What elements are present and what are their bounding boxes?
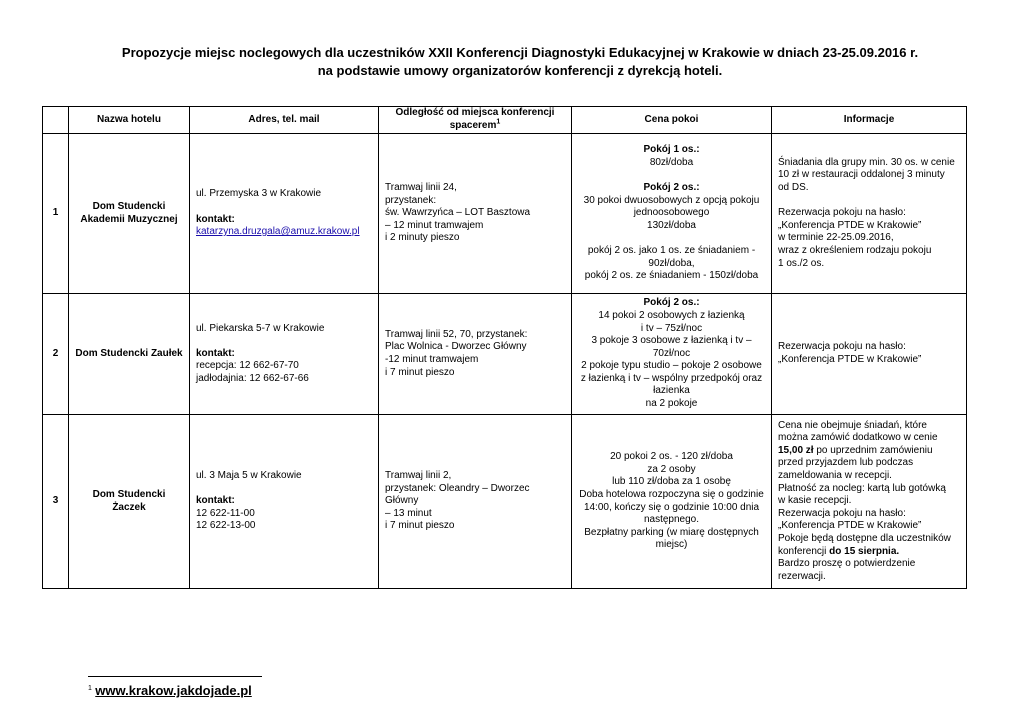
title-line-1: Propozycje miejsc noclegowych dla uczestników XXII Konferencji Diagnostyki Edukacyjnej w Krakowie w dniach 23-25.09.2016 r. bbox=[121, 45, 919, 60]
price-line bbox=[578, 232, 765, 245]
info-line: Rezerwacja pokoju na hasło: bbox=[778, 341, 906, 353]
hotel-name bbox=[69, 415, 190, 589]
distance-line: – 13 minut bbox=[385, 507, 432, 519]
price-line: miejsc) bbox=[655, 539, 688, 551]
hotel-address bbox=[190, 134, 379, 294]
hotel-name-line: Dom Studencki Zaułek bbox=[75, 347, 183, 359]
info-text: Rezerwacja pokoju na hasło: bbox=[778, 507, 906, 519]
info-line: 1 os./2 os. bbox=[778, 257, 825, 269]
price-line: Doba hotelowa rozpoczyna się o godzinie bbox=[579, 488, 764, 500]
info-line: 10 zł w restauracji oddalonej 3 minuty bbox=[778, 169, 945, 181]
info-text: Pokoje będą dostępne dla uczestników bbox=[778, 532, 951, 544]
info-line bbox=[778, 420, 960, 433]
info-text: do 15 sierpnia. bbox=[829, 545, 900, 557]
contact-label: kontakt: bbox=[196, 495, 235, 507]
distance-line: św. Wawrzyńca – LOT Basztowa bbox=[385, 207, 531, 219]
distance-line: i 2 minuty pieszo bbox=[385, 232, 460, 244]
info-line bbox=[778, 470, 960, 483]
room-prices bbox=[572, 294, 772, 415]
spacer bbox=[196, 201, 372, 214]
info-text: Cena nie obejmuje śniadań, które bbox=[778, 419, 927, 431]
contact-label: kontakt: bbox=[196, 347, 235, 359]
contact-phone: 12 622-11-00 bbox=[196, 507, 255, 519]
hotel-distance bbox=[379, 134, 572, 294]
price-line: Pokój 2 os.: bbox=[643, 182, 700, 194]
distance-line: – 12 minut tramwajem bbox=[385, 219, 484, 231]
address-line: ul. 3 Maja 5 w Krakowie bbox=[196, 470, 302, 482]
price-line: za 2 osoby bbox=[647, 463, 696, 475]
hotel-name-line: Dom Studencki bbox=[92, 200, 166, 212]
info-line bbox=[778, 495, 960, 508]
address-line: ul. Piekarska 5-7 w Krakowie bbox=[196, 322, 325, 334]
contact-phone: jadłodajnia: 12 662-67-66 bbox=[196, 372, 309, 384]
price-line: 2 pokoje typu studio – pokoje 2 osobowe bbox=[581, 360, 762, 372]
info-line: wraz z określeniem rodzaju pokoju bbox=[778, 244, 932, 256]
hotel-name bbox=[69, 294, 190, 415]
table-row bbox=[43, 415, 967, 589]
price-line: 20 pokoi 2 os. - 120 zł/doba bbox=[610, 451, 733, 463]
footnote-divider bbox=[88, 676, 262, 677]
price-line: 80zł/doba bbox=[649, 156, 694, 168]
hotel-info bbox=[772, 415, 967, 589]
title-line-2: na podstawie umowy organizatorów konferencji z dyrekcją hoteli. bbox=[317, 63, 723, 78]
spacer bbox=[196, 483, 372, 496]
info-line bbox=[778, 508, 960, 521]
price-line: 70zł/noc bbox=[652, 347, 691, 359]
contact-label: kontakt: bbox=[196, 213, 235, 225]
header-address: Adres, tel. mail bbox=[190, 107, 379, 134]
price-line: pokój 2 os. jako 1 os. ze śniadaniem - bbox=[587, 244, 756, 256]
contact-email-link[interactable]: katarzyna.druzgala@amuz.krakow.pl bbox=[196, 226, 360, 238]
info-line bbox=[778, 432, 960, 445]
price-line: jednoosobowego bbox=[633, 207, 710, 219]
price-line: z łazienką i tv – wspólny przedpokój oraz bbox=[580, 372, 763, 384]
footnote-link[interactable]: www.krakow.jakdojade.pl bbox=[95, 683, 252, 698]
address-line: ul. Przemyska 3 w Krakowie bbox=[196, 188, 322, 200]
footnote bbox=[88, 683, 252, 698]
distance-line: przystanek: Oleandry – Dworzec Główny bbox=[385, 482, 530, 507]
info-text: Płatność za nocleg: kartą lub gotówką bbox=[778, 482, 946, 494]
price-line: Bezpłatny parking (w miarę dostępnych bbox=[584, 526, 759, 538]
price-line: 90zł/doba, bbox=[648, 257, 695, 269]
price-line: pokój 2 os. ze śniadaniem - 150zł/doba bbox=[584, 270, 759, 282]
hotel-name bbox=[69, 134, 190, 294]
footnote-marker: 1 bbox=[496, 118, 501, 126]
header-distance: Odległość od miejsca konferencji spacerem$^1$ bbox=[379, 107, 572, 134]
info-text: rezerwacji. bbox=[778, 570, 826, 582]
info-line: „Konferencja PTDE w Krakowie” bbox=[778, 354, 922, 365]
hotel-distance bbox=[379, 294, 572, 415]
row-number: 3 bbox=[43, 415, 69, 589]
info-text: po uprzednim zamówieniu bbox=[813, 444, 933, 456]
info-text: przed przyjazdem lub podczas bbox=[778, 457, 914, 469]
table-row bbox=[43, 134, 967, 294]
price-line: Pokój 2 os.: bbox=[643, 297, 700, 309]
distance-line: Plac Wolnica - Dworzec Główny bbox=[385, 341, 527, 353]
price-line: 130zł/doba bbox=[647, 219, 696, 231]
distance-line: Tramwaj linii 52, 70, przystanek: bbox=[385, 328, 528, 340]
contact-phone: 12 622-13-00 bbox=[196, 520, 256, 532]
hotel-distance bbox=[379, 415, 572, 589]
price-line: 3 pokoje 3 osobowe z łazienką i tv – bbox=[591, 335, 752, 347]
price-line bbox=[578, 169, 765, 182]
info-text: 15,00 zł bbox=[778, 444, 814, 456]
info-line bbox=[778, 457, 960, 470]
row-number: 1 bbox=[43, 134, 69, 294]
info-line: Śniadania dla grupy min. 30 os. w cenie bbox=[778, 156, 955, 168]
info-line bbox=[778, 546, 960, 559]
price-line: lub 110 zł/doba za 1 osobę bbox=[612, 476, 731, 488]
info-line bbox=[778, 520, 960, 533]
info-text: Bardzo proszę o potwierdzenie bbox=[778, 558, 916, 570]
info-line bbox=[778, 195, 960, 208]
distance-line: przystanek: bbox=[385, 194, 437, 206]
info-line: od DS. bbox=[778, 182, 809, 194]
price-line: 14 pokoi 2 osobowych z łazienką bbox=[598, 309, 745, 321]
header-info: Informacje bbox=[772, 107, 967, 134]
row-number: 2 bbox=[43, 294, 69, 415]
info-text: „Konferencja PTDE w Krakowie” bbox=[778, 520, 922, 532]
hotel-name-line: Dom Studencki Żaczek bbox=[92, 488, 166, 513]
table-row bbox=[43, 294, 967, 415]
hotel-address bbox=[190, 294, 379, 415]
price-line: Pokój 1 os.: bbox=[643, 144, 700, 156]
footnote-number: 1 bbox=[88, 685, 92, 692]
spacer bbox=[196, 335, 372, 348]
distance-line: i 7 minut pieszo bbox=[385, 366, 455, 378]
price-line: 14:00, kończy się o godzinie 10:00 dnia bbox=[583, 501, 760, 513]
info-line: Rezerwacja pokoju na hasło: bbox=[778, 207, 906, 219]
hotel-info bbox=[772, 134, 967, 294]
info-line bbox=[778, 445, 960, 458]
header-num bbox=[43, 107, 69, 134]
info-line bbox=[778, 558, 960, 571]
hotel-table bbox=[42, 106, 967, 589]
room-prices bbox=[572, 134, 772, 294]
distance-line: Tramwaj linii 24, bbox=[385, 182, 457, 194]
header-hotel-name: Nazwa hotelu bbox=[69, 107, 190, 134]
price-line: 30 pokoi dwuosobowych z opcją pokoju bbox=[583, 194, 760, 206]
hotel-name-line: Akademii Muzycznej bbox=[80, 213, 178, 225]
info-text: w kasie recepcji. bbox=[778, 495, 852, 507]
hotel-info bbox=[772, 294, 967, 415]
contact-phone: recepcja: 12 662-67-70 bbox=[196, 360, 299, 372]
price-line: następnego. bbox=[643, 514, 700, 526]
room-prices bbox=[572, 415, 772, 589]
header-row bbox=[43, 107, 967, 134]
price-line: na 2 pokoje bbox=[645, 398, 698, 410]
price-line: łazienka bbox=[653, 385, 690, 397]
info-text: konferencji bbox=[778, 545, 830, 557]
info-line bbox=[778, 571, 960, 584]
hotel-address bbox=[190, 415, 379, 589]
info-line bbox=[778, 483, 960, 496]
info-text: zameldowania w recepcji. bbox=[778, 470, 892, 482]
info-line: „Konferencja PTDE w Krakowie” bbox=[778, 219, 922, 231]
info-text: można zamówić dodatkowo w cenie bbox=[778, 432, 938, 444]
price-line: i tv – 75zł/noc bbox=[640, 322, 703, 334]
header-price: Cena pokoi bbox=[572, 107, 772, 134]
distance-line: i 7 minut pieszo bbox=[385, 520, 455, 532]
info-line bbox=[778, 533, 960, 546]
document-title bbox=[0, 44, 1024, 80]
info-line: w terminie 22-25.09.2016, bbox=[778, 232, 894, 244]
distance-line: -12 minut tramwajem bbox=[385, 354, 479, 365]
distance-line: Tramwaj linii 2, bbox=[385, 470, 452, 482]
